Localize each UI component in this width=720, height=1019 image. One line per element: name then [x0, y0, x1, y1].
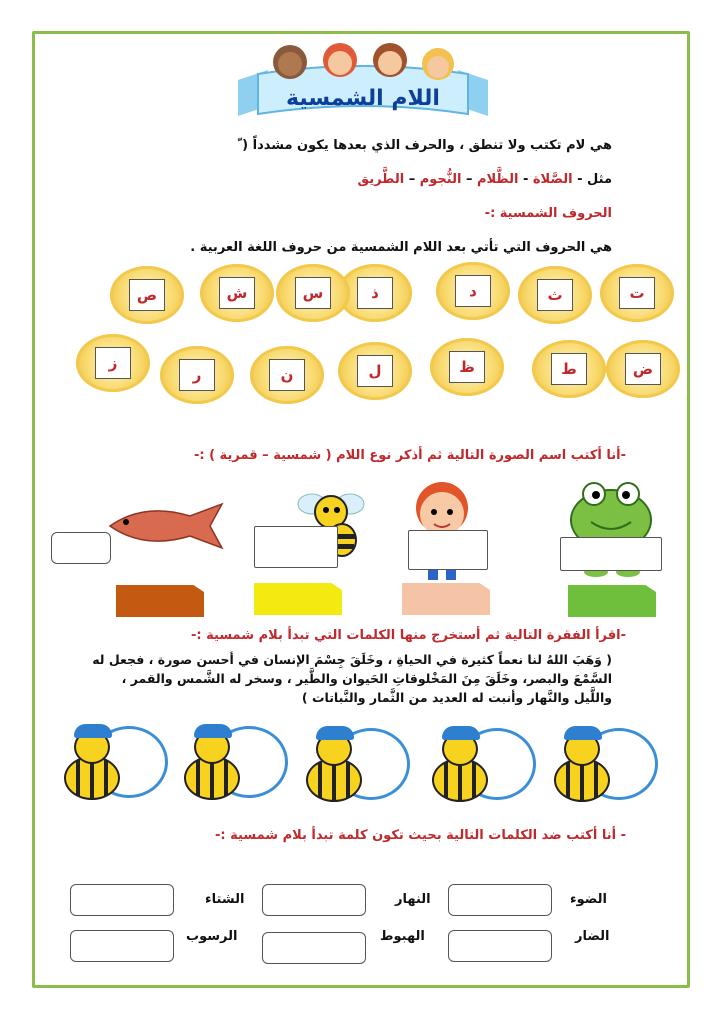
bee-answer-bubble[interactable] — [60, 716, 170, 812]
letters-heading: الحروف الشمسية :- — [484, 206, 612, 221]
color-block — [568, 585, 656, 617]
letter-circle — [606, 340, 680, 398]
antonym-word: الضوء — [570, 892, 607, 907]
letter-box: ذ — [357, 277, 393, 309]
answer-box[interactable] — [560, 537, 662, 571]
bee-answer-bubble[interactable] — [180, 716, 290, 812]
antonym-answer-box[interactable] — [262, 932, 366, 964]
answer-box[interactable] — [254, 526, 338, 568]
antonym-word: النهار — [395, 892, 431, 907]
letter-circle — [76, 334, 150, 392]
letter-box: ض — [625, 353, 661, 385]
exercise2-heading: -اقرأ الفقرة التالية ثم أستخرج منها الكلمات التي تبدأ بلام شمسية :- — [191, 628, 626, 643]
antonym-answer-box[interactable] — [70, 930, 174, 962]
example-word: الطَّريق — [357, 172, 405, 187]
letter-box: ز — [95, 347, 131, 379]
letter-circle — [110, 266, 184, 324]
antonym-word: الرسوب — [186, 929, 238, 944]
title-banner — [228, 40, 498, 126]
letter-circle — [160, 346, 234, 404]
letter-box: د — [455, 275, 491, 307]
letter-box: ص — [129, 279, 165, 311]
bee-answer-bubble[interactable] — [428, 718, 538, 814]
definition-text: هي لام تكتب ولا تنطق ، والحرف الذي بعدها يكون مشدداً ( ّ — [237, 138, 612, 153]
letter-box: ظ — [449, 351, 485, 383]
letter-circle — [276, 264, 350, 322]
antonym-answer-box[interactable] — [70, 884, 174, 916]
letter-box: ن — [269, 359, 305, 391]
antonym-answer-box[interactable] — [262, 884, 366, 916]
letter-box: ث — [537, 279, 573, 311]
color-block — [116, 585, 204, 617]
letter-circle — [532, 340, 606, 398]
letter-box: ل — [357, 355, 393, 387]
fish-icon — [104, 500, 226, 552]
letter-box: ت — [619, 277, 655, 309]
letter-circle — [600, 264, 674, 322]
antonym-answer-box[interactable] — [448, 884, 552, 916]
letter-circle — [430, 338, 504, 396]
letter-circle — [518, 266, 592, 324]
letter-circle — [436, 262, 510, 320]
bee-answer-bubble[interactable] — [550, 718, 660, 814]
color-block — [402, 583, 490, 615]
example-word: الظَّلام — [477, 172, 519, 187]
answer-box[interactable] — [408, 530, 488, 570]
exercise2-paragraph: ( وَهَبَ اللهُ لنا نعماً كثيرة في الحياةِ ، وخَلَقَ جِسْمَ الإنسان في أحسن صورة ، فجعل له السَّمْعَ والبصر، وخَلَقَ مِنَ المَخْلوقاتِ الحَيوان والطَّير ، وسخر له الشَّمس والقمر ، واللَّيل والنَّهار وأنبت له العديد من الثَّمار والنَّباتات ) — [92, 652, 612, 705]
example-word: الصَّلاة — [532, 172, 573, 187]
color-block — [254, 583, 342, 615]
example-word: النُّجوم — [419, 172, 462, 187]
letter-circle — [338, 342, 412, 400]
antonym-word: الضار — [575, 929, 610, 944]
bee-answer-bubble[interactable] — [302, 718, 412, 814]
letter-box: ط — [551, 353, 587, 385]
antonym-word: الهبوط — [380, 929, 425, 944]
antonym-answer-box[interactable] — [448, 930, 552, 962]
page-title: اللام الشمسية — [286, 86, 440, 111]
letter-circle — [200, 264, 274, 322]
answer-box[interactable] — [51, 532, 111, 564]
letters-description: هي الحروف التي تأتي بعد اللام الشمسية من حروف اللغة العربية . — [190, 240, 612, 255]
exercise1-heading: -أنا أكتب اسم الصورة التالية ثم أذكر نوع اللام ( شمسية – قمرية ) :- — [193, 448, 626, 463]
kids-icon — [228, 40, 498, 126]
examples-line: مثل - الصَّلاة - الظَّلام – النُّجوم – الطَّريق — [357, 172, 612, 187]
letter-circle — [250, 346, 324, 404]
letter-box: س — [295, 277, 331, 309]
exercise3-heading: - أنا أكتب ضد الكلمات التالية بحيث تكون كلمة تبدأ بلام شمسية :- — [215, 828, 626, 843]
letter-box: ر — [179, 359, 215, 391]
letter-box: ش — [219, 277, 255, 309]
antonym-word: الشتاء — [205, 892, 245, 907]
example-prefix: مثل - — [577, 172, 612, 187]
